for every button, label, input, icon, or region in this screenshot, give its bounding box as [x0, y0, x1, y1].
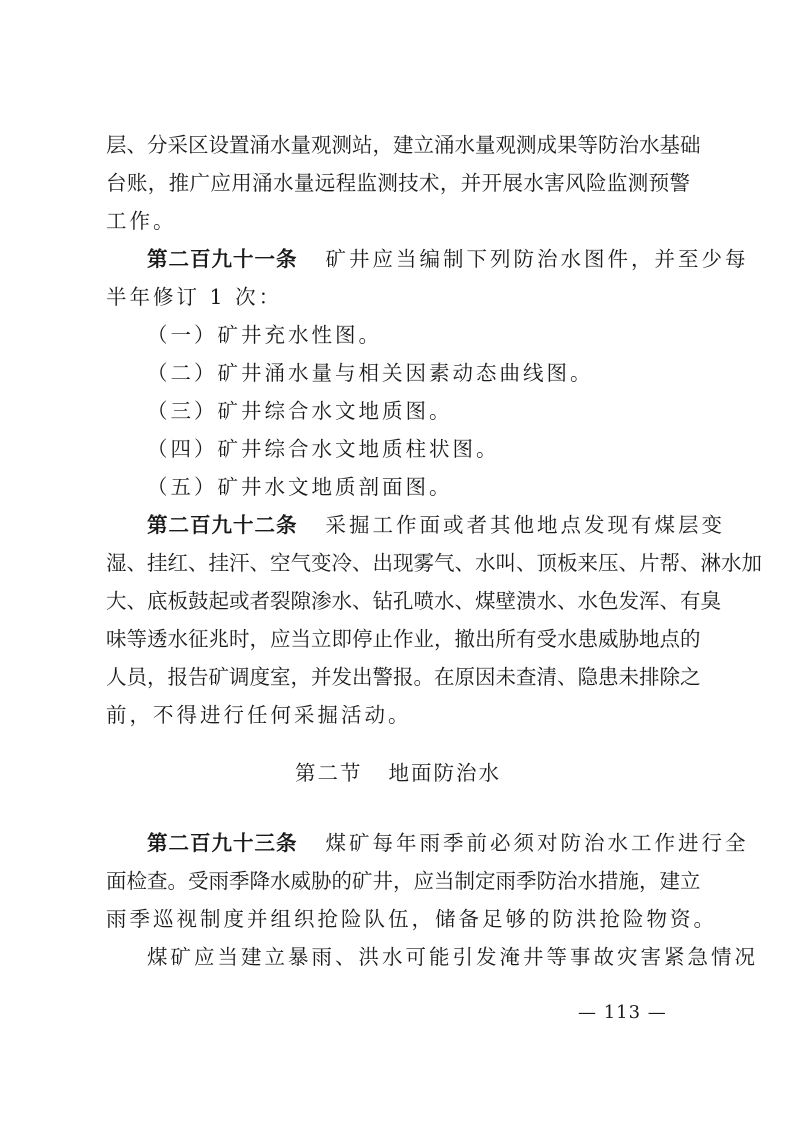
list-item: （三）矿井综合水文地质图。 — [147, 399, 453, 423]
text-line: 雨季巡视制度并组织抢险队伍，储备足够的防洪抢险物资。 — [106, 907, 717, 931]
article-291 — [106, 240, 749, 506]
text-line: 工作。 — [106, 209, 177, 233]
article-text: 煤矿每年雨季前必须对防治水工作进行全 — [325, 831, 749, 855]
text-line: 台账，推广应用涌水量远程监测技术，并开展水害风险监测预警 — [106, 171, 690, 195]
paragraph-continuation — [106, 126, 701, 240]
article-heading: 第二百九十一条 — [147, 247, 298, 271]
article-heading: 第二百九十二条 — [147, 513, 298, 537]
article-292 — [106, 506, 762, 734]
article-text: 采掘工作面或者其他地点发现有煤层变 — [325, 513, 725, 537]
text-line: 面检查。受雨季降水威胁的矿井，应当制定雨季防治水措施，建立 — [106, 869, 701, 893]
page-number: — 113 — — [578, 1002, 667, 1023]
section-heading — [106, 754, 690, 792]
article-first-line — [106, 824, 749, 862]
text-line: 味等透水征兆时，应当立即停止作业，撤出所有受水患威胁地点的 — [106, 627, 701, 651]
list-item: （二）矿井涌水量与相关因素动态曲线图。 — [147, 361, 594, 385]
text-line: 层、分采区设置涌水量观测站，建立涌水量观测成果等防治水基础 — [106, 133, 701, 157]
text-line: 大、底板鼓起或者裂隙渗水、钻孔喷水、煤壁溃水、水色发浑、有臭 — [106, 589, 721, 613]
list-item: （五）矿井水文地质剖面图。 — [147, 475, 453, 499]
text-line: 煤矿应当建立暴雨、洪水可能引发淹井等事故灾害紧急情况 — [147, 945, 758, 969]
text-line: 半年修订 1 次： — [106, 285, 283, 309]
list-item: （一）矿井充水性图。 — [147, 323, 382, 347]
text-line: 人员，报告矿调度室，并发出警报。在原因未查清、隐患未排除之 — [106, 665, 701, 689]
next-paragraph — [106, 938, 758, 976]
section-number: 第二节 — [295, 761, 363, 785]
article-text: 矿井应当编制下列防治水图件，并至少每 — [325, 247, 749, 271]
text-line: 前，不得进行任何采掘活动。 — [106, 703, 412, 727]
article-first-line — [106, 240, 749, 278]
list-item: （四）矿井综合水文地质柱状图。 — [147, 437, 500, 461]
article-first-line — [106, 506, 725, 544]
article-293 — [106, 824, 749, 938]
text-line: 湿、挂红、挂汗、空气变冷、出现雾气、水叫、顶板来压、片帮、淋水加 — [106, 551, 762, 575]
article-heading: 第二百九十三条 — [147, 831, 298, 855]
body-text — [106, 126, 762, 976]
section-title: 地面防治水 — [388, 761, 501, 785]
